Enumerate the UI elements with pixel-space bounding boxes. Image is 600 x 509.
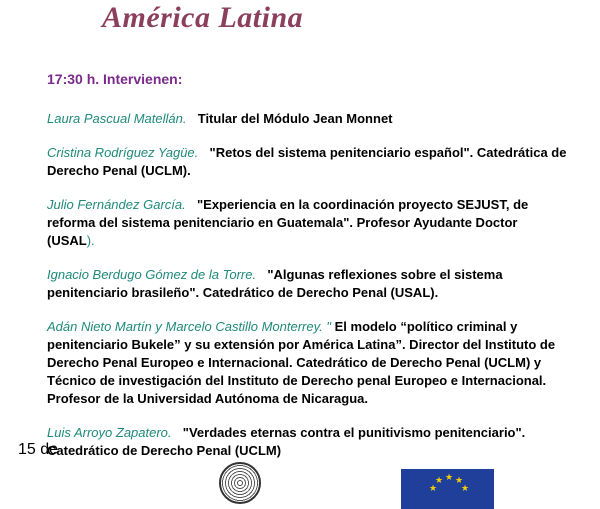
speaker-text: "Algunas reflexiones sobre el sistema penitenciario brasileño". Catedrático de Derecho Penal (USAL).	[47, 267, 503, 300]
speaker-name: Adán Nieto Martín y Marcelo Castillo Monterrey. "	[47, 319, 331, 334]
speaker-text-tail: ).	[86, 233, 95, 248]
speaker-name: Ignacio Berdugo Gómez de la Torre.	[47, 267, 257, 282]
speaker-list	[47, 110, 567, 476]
page-title: América Latina	[102, 1, 304, 34]
speaker-text: Titular del Módulo Jean Monnet	[197, 111, 393, 126]
speaker-name: Luis Arroyo Zapatero.	[47, 425, 172, 440]
speaker-text: "Experiencia en la coordinación proyecto SEJUST, de reforma del sistema penitenciario en Guatemala". Profesor Ayudante Doctor (USAL	[47, 197, 529, 248]
speaker-name: Cristina Rodríguez Yagüe.	[47, 145, 199, 160]
speaker-text: "Retos del sistema penitenciario español". Catedrática de Derecho Penal (UCLM).	[47, 145, 567, 178]
speaker-entry	[47, 266, 567, 302]
session-time: 17:30 h. Intervienen:	[47, 71, 183, 87]
event-date: 15 de	[18, 441, 59, 458]
speaker-name: Laura Pascual Matellán.	[47, 111, 187, 126]
speaker-text: El modelo “político criminal y penitenciario Bukele” y su extensión por América Latina”. Director del Instituto de Derecho Penal Europeo e Internacional. Catedrático de Derecho Penal (UCLM) y Técnico de investigación del Instituto de Derecho penal Europeo e Internacional. Profesor de la Universidad Autónoma de Nicaragua.	[47, 319, 556, 406]
university-seal-icon	[219, 462, 261, 504]
speaker-name: Julio Fernández García.	[47, 197, 186, 212]
speaker-entry	[47, 424, 567, 460]
speaker-entry	[47, 318, 567, 408]
speaker-entry	[47, 110, 567, 128]
eu-flag-icon: ★ ★ ★ ★ ★	[401, 469, 494, 509]
speaker-entry	[47, 144, 567, 180]
speaker-entry	[47, 196, 567, 250]
speaker-text: "Verdades eternas contra el punitivismo penitenciario". Catedrático de Derecho Penal (UCLM)	[47, 425, 526, 458]
